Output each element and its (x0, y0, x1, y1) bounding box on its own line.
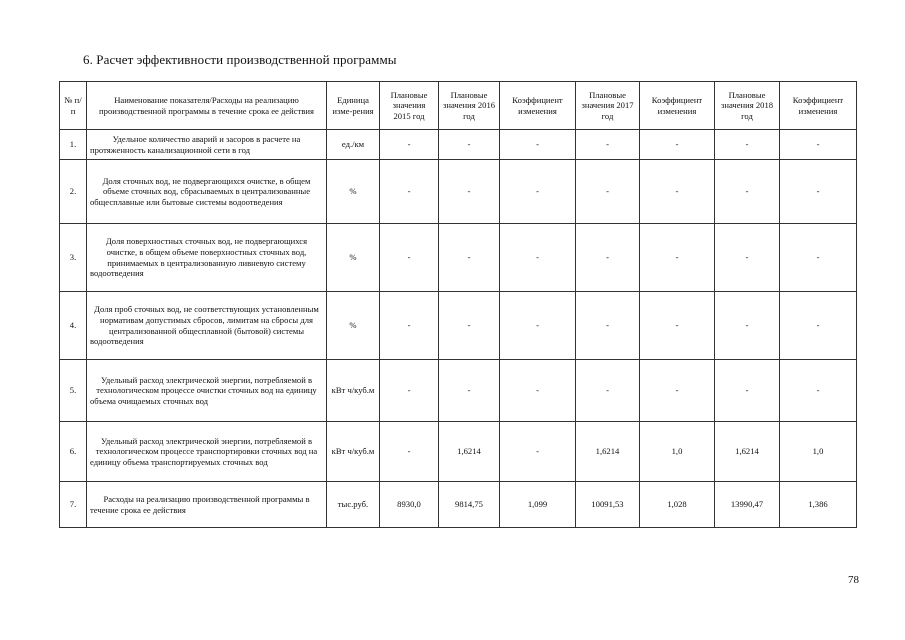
value-cell: 1,386 (780, 482, 857, 528)
row-number: 6. (60, 422, 87, 482)
header-plan-2018: Плановые значения 2018 год (715, 82, 780, 130)
value-cell: - (780, 292, 857, 360)
value-cell: - (576, 130, 640, 160)
indicator-name: Расходы на реализацию производственной программы в течение срока ее действия (87, 482, 327, 528)
value-cell: - (780, 130, 857, 160)
unit-cell: кВт ч/куб.м (327, 422, 380, 482)
value-cell: - (439, 360, 500, 422)
value-cell: - (439, 292, 500, 360)
value-cell: - (439, 224, 500, 292)
value-cell: - (500, 130, 576, 160)
table-row (60, 422, 857, 482)
value-cell: - (715, 224, 780, 292)
value-cell: - (715, 130, 780, 160)
value-cell: 1,6214 (576, 422, 640, 482)
header-plan-2017: Плановые значения 2017 год (576, 82, 640, 130)
table-row (60, 130, 857, 160)
value-cell: - (380, 224, 439, 292)
header-plan-2015: Плановые значения 2015 год (380, 82, 439, 130)
value-cell: - (780, 160, 857, 224)
row-number: 2. (60, 160, 87, 224)
value-cell: 1,0 (640, 422, 715, 482)
value-cell: - (380, 422, 439, 482)
header-num: № п/п (60, 82, 87, 130)
value-cell: 1,0 (780, 422, 857, 482)
indicator-name: Доля проб сточных вод, не соответствующих установленным нормативам допустимых сбросов, лимитам на сбросы для централизованной общесплавной (бытовой) системы водоотведения (87, 292, 327, 360)
value-cell: - (780, 360, 857, 422)
row-number: 7. (60, 482, 87, 528)
value-cell: - (500, 160, 576, 224)
unit-cell: % (327, 292, 380, 360)
page-number: 78 (848, 574, 859, 586)
value-cell: - (715, 360, 780, 422)
indicator-name: Удельный расход электрической энергии, потребляемой в технологическом процессе транспортировки сточных вод на единицу объема транспортируемых сточных вод (87, 422, 327, 482)
header-coef-2017: Коэффициент изменения (640, 82, 715, 130)
row-number: 1. (60, 130, 87, 160)
table-row (60, 224, 857, 292)
efficiency-table (59, 81, 857, 528)
value-cell: 9814,75 (439, 482, 500, 528)
indicator-name: Доля поверхностных сточных вод, не подвергающихся очистке, в общем объеме поверхностных сточных вод, принимаемых в централизованную ливневую систему водоотведения (87, 224, 327, 292)
header-plan-2016: Плановые значения 2016 год (439, 82, 500, 130)
value-cell: 1,028 (640, 482, 715, 528)
section-title: 6. Расчет эффективности производственной программы (83, 52, 397, 67)
header-row (60, 82, 857, 130)
unit-cell: кВт ч/куб.м (327, 360, 380, 422)
value-cell: - (380, 160, 439, 224)
value-cell: - (380, 130, 439, 160)
table-row (60, 482, 857, 528)
table-row (60, 292, 857, 360)
table-row (60, 360, 857, 422)
unit-cell: ед./км (327, 130, 380, 160)
value-cell: - (640, 360, 715, 422)
value-cell: 8930,0 (380, 482, 439, 528)
header-coef-2018: Коэффициент изменения (780, 82, 857, 130)
indicator-name: Доля сточных вод, не подвергающихся очистке, в общем объеме сточных вод, сбрасываемых в централизованные общесплавные или бытовые системы водоотведения (87, 160, 327, 224)
header-unit: Единица изме-рения (327, 82, 380, 130)
header-coef-2016: Коэффициент изменения (500, 82, 576, 130)
value-cell: - (640, 292, 715, 360)
value-cell: - (576, 292, 640, 360)
value-cell: 13990,47 (715, 482, 780, 528)
value-cell: - (715, 292, 780, 360)
value-cell: 1,099 (500, 482, 576, 528)
value-cell: - (500, 224, 576, 292)
value-cell: - (576, 224, 640, 292)
value-cell: - (500, 292, 576, 360)
value-cell: - (640, 224, 715, 292)
value-cell: 1,6214 (439, 422, 500, 482)
value-cell: - (380, 292, 439, 360)
row-number: 3. (60, 224, 87, 292)
value-cell: - (439, 160, 500, 224)
indicator-name: Удельное количество аварий и засоров в расчете на протяженность канализационной сети в год (87, 130, 327, 160)
value-cell: - (576, 360, 640, 422)
value-cell: - (780, 224, 857, 292)
value-cell: - (715, 160, 780, 224)
row-number: 4. (60, 292, 87, 360)
value-cell: 10091,53 (576, 482, 640, 528)
value-cell: - (439, 130, 500, 160)
unit-cell: тыс.руб. (327, 482, 380, 528)
value-cell: - (500, 360, 576, 422)
indicator-name: Удельный расход электрической энергии, потребляемой в технологическом процессе очистки сточных вод на единицу объема очищаемых сточных вод (87, 360, 327, 422)
value-cell: - (640, 130, 715, 160)
unit-cell: % (327, 224, 380, 292)
value-cell: - (500, 422, 576, 482)
value-cell: - (640, 160, 715, 224)
value-cell: - (576, 160, 640, 224)
value-cell: - (380, 360, 439, 422)
value-cell: 1,6214 (715, 422, 780, 482)
header-name: Наименование показателя/Расходы на реализацию производственной программы в течение срока ее действия (87, 82, 327, 130)
unit-cell: % (327, 160, 380, 224)
table-row (60, 160, 857, 224)
row-number: 5. (60, 360, 87, 422)
